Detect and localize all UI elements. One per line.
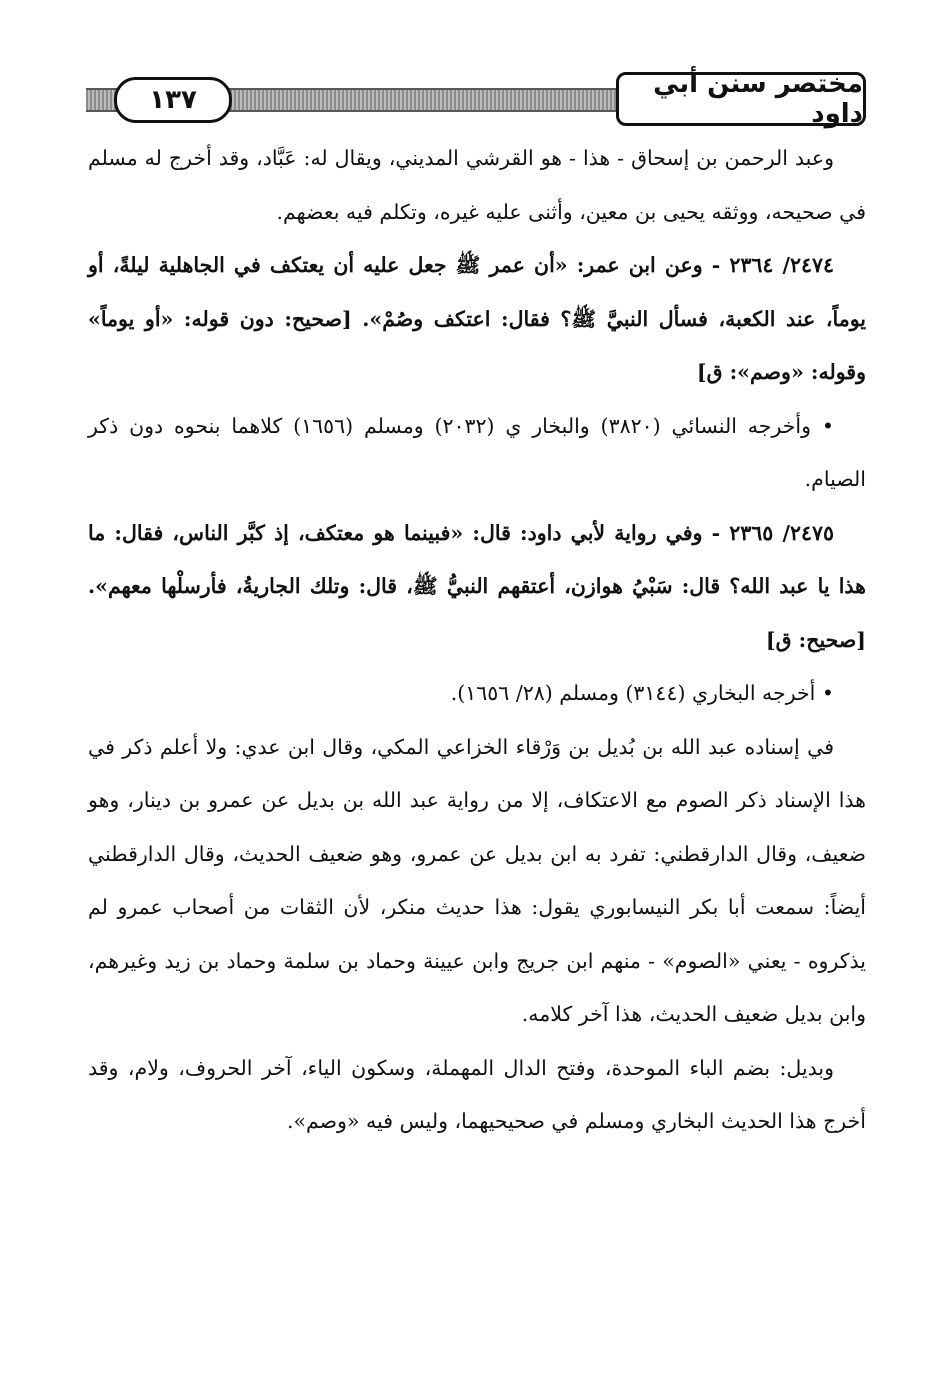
badil-note-paragraph: وبديل: بضم الباء الموحدة، وفتح الدال المهملة، وسكون الياء، آخر الحروف، ولام، وقد أخرج هذا الحديث البخاري ومسلم في صحيحيهما، وليس فيه «وصم».	[88, 1055, 866, 1133]
takhrij-2474-paragraph: • وأخرجه النسائي (٣٨٢٠) والبخار ي (٢٠٣٢) ومسلم (١٦٥٦) كلاهما بنحوه دون ذكر الصيام.	[88, 413, 866, 491]
page-header	[86, 69, 866, 129]
page-number: ١٣٧	[114, 77, 232, 123]
page-text-body	[88, 132, 866, 1149]
isnad-commentary-paragraph: في إسناده عبد الله بن بُديل بن وَرْقاء الخزاعي المكي، وقال ابن عدي: ولا أعلم ذكر في هذا الإسناد ذكر الصوم مع الاعتكاف، إلا من رواية عبد الله بن بديل عن عمرو بن دينار، وهو ضعيف، وقال الدارقطني: تفرد به ابن بديل عن عمرو، وهو ضعيف الحديث، وقال الدارقطني أيضاً: سمعت أبا بكر النيسابوري يقول: هذا حديث منكر، لأن الثقات من أصحاب عمرو لم يذكروه - يعني «الصوم» - منهم ابن جريج وابن عيينة وحماد بن سلمة وحماد بن زيد وغيرهم، وابن بديل ضعيف الحديث، هذا آخر كلامه.	[88, 734, 866, 1026]
hadith-2474-paragraph: ٢٤٧٤/ ٢٣٦٤ - وعن ابن عمر: «أن عمر ﷺ جعل عليه أن يعتكف في الجاهلية ليلةً، أو يوماً، عند الكعبة، فسأل النبيَّ ﷺ؟ فقال: اعتكف وصُمْ». [صحيح: دون قوله: «أو يوماً» وقوله: «وصم»: ق]	[88, 253, 866, 384]
hadith-2475-paragraph: ٢٤٧٥/ ٢٣٦٥ - وفي رواية لأبي داود: قال: «فبينما هو معتكف، إذ كبَّر الناس، فقال: ما هذا يا عبد الله؟ قال: سَبْيُ هوازن، أعتقهم النبيُّ ﷺ، قال: وتلك الجاريةُ، فأرسلْها معهم». [صحيح: ق]	[88, 520, 866, 652]
book-title: مختصر سنن أبي داود	[616, 72, 866, 126]
takhrij-2475-paragraph: • أخرجه البخاري (٣١٤٤) ومسلم (٢٨/ ١٦٥٦).	[450, 681, 834, 705]
narrator-note-paragraph: وعبد الرحمن بن إسحاق - هذا - هو القرشي المديني، ويقال له: عَبَّاد، وقد أخرج له مسلم في صحيحه، ووثقه يحيى بن معين، وأثنى عليه غيره، وتكلم فيه بعضهم.	[88, 146, 866, 224]
